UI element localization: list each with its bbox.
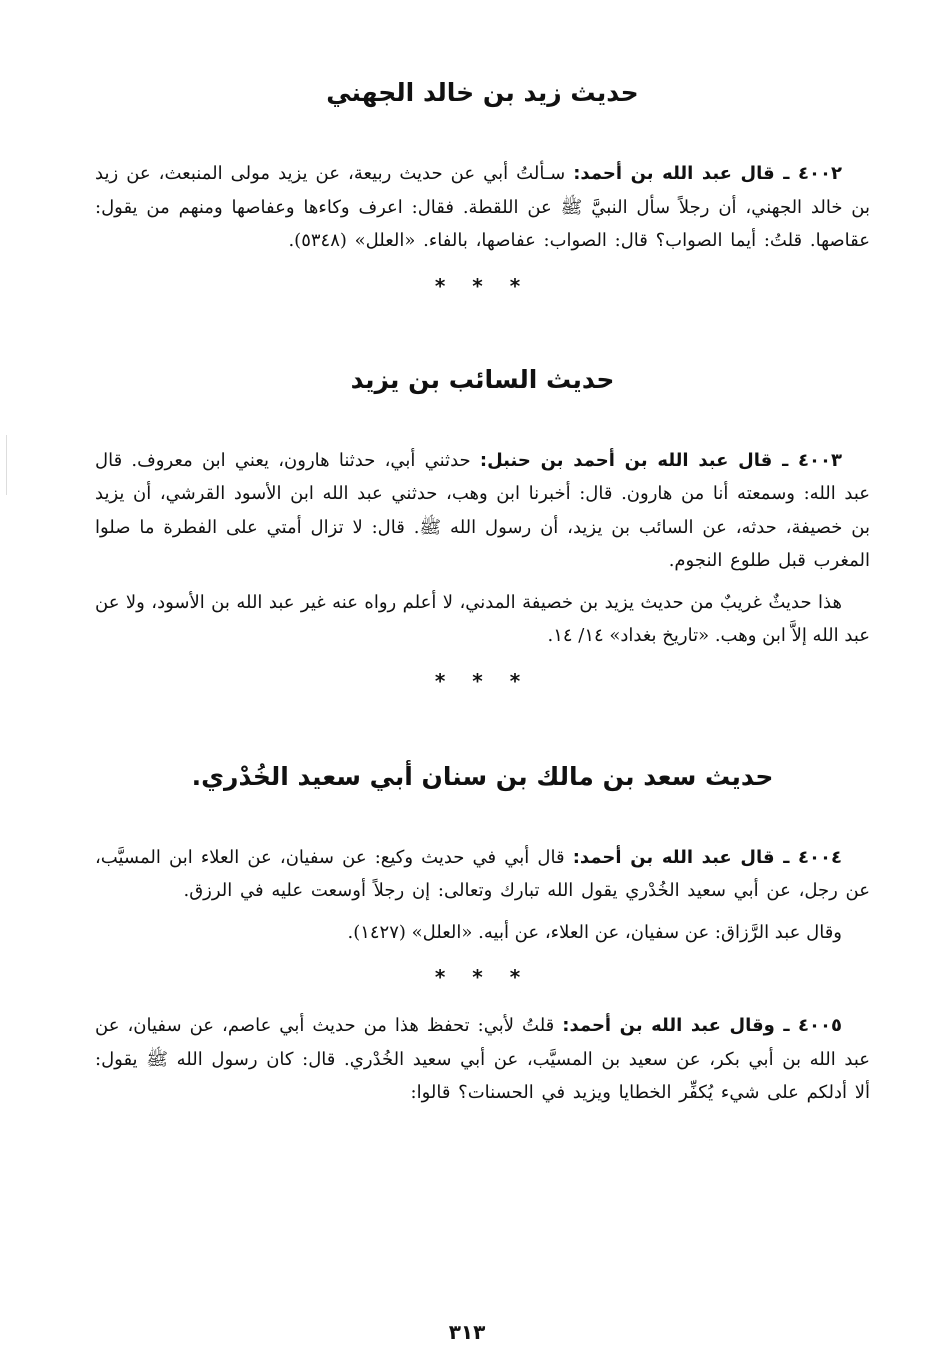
hadith-4004-lead: ٤٠٠٤ ـ قال عبد الله بن أحمد: — [572, 846, 842, 868]
hadith-4002-text: سـألتُ أبي عن حديث ربيعة، عن يزيد مولى المنبعث، عن زيد بن خالد الجهني، أن رجلاً سأل النبيَّ ﷺ عن اللقطة. فقال: اعرف وكاءها وعفاصها ومنهم من يقول: عقاصها. قلتُ: أيما الصواب؟ قال: الصواب: عفاصها، بالفاء. «العلل» (٥٣٤٨). — [95, 163, 870, 251]
margin-mark — [6, 435, 7, 495]
page-body — [95, 55, 870, 1110]
hadith-4003-commentary: هذا حديثٌ غريبٌ من حديث يزيد بن خصيفة المدني، لا أعلم رواه عنه غير عبد الله بن الأسود، ولا عن عبد الله إلاَّ ابن وهب. «تاريخ بغداد» ١٤/ ١٤. — [95, 591, 870, 646]
hadith-4004-commentary: وقال عبد الرَّزاق: عن سفيان، عن العلاء، عن أبيه. «العلل» (١٤٢٧). — [347, 921, 842, 943]
hadith-4003-lead: ٤٠٠٣ ـ قال عبد الله بن أحمد بن حنبل: — [479, 449, 842, 471]
hadith-4004 — [95, 841, 870, 908]
hadith-4004-text: قال أبي في حديث وكيع: عن سفيان، عن العلاء ابن المسيَّب، عن رجل، عن أبي سعيد الخُدْري يقول الله تبارك وتعالى: إن رجلاً أوسعت عليه في الرزق. — [95, 846, 870, 901]
section-heading-zayd: حديث زيد بن خالد الجهني — [326, 78, 639, 107]
separator-2: * * * — [434, 668, 531, 693]
hadith-4003 — [95, 444, 870, 578]
separator-1: * * * — [434, 273, 531, 298]
section-heading-saib: حديث السائب بن يزيد — [350, 364, 615, 394]
separator-3: * * * — [434, 965, 531, 989]
page-number: ٣١٣ — [448, 1320, 486, 1344]
hadith-4002-lead: ٤٠٠٢ ـ قال عبد الله بن أحمد: — [573, 163, 842, 184]
hadith-4005-text: قلتُ لأبي: تحفظ هذا من حديث أبي عاصم، عن سفيان، عن عبد الله بن أبي بكر، عن سعيد بن المسيَّب، عن أبي سعيد الخُدْري. قال: كان رسول الله ﷺ يقول: ألا أدلكم على شيء يُكفِّر الخطايا ويزيد في الحسنات؟ قالوا: — [95, 1015, 870, 1103]
hadith-4003-text: حدثني أبي، حدثنا هارون، يعني ابن معروف. قال عبد الله: وسمعته أنا من هارون. قال: أخبرنا ابن وهب، حدثني عبد الله ابن الأسود القرشي، أن يزيد بن خصيفة، حدثه، عن السائب بن يزيد، أن رسول الله ﷺ. قال: لا تزال أمتي على الفطرة ما صلوا المغرب قبل طلوع النجوم. — [95, 449, 870, 571]
hadith-4005 — [95, 1009, 870, 1110]
hadith-4005-lead: ٤٠٠٥ ـ وقال عبد الله بن أحمد: — [562, 1015, 842, 1036]
hadith-4002 — [95, 157, 870, 258]
section-heading-abu-said: حديث سعد بن مالك بن سنان أبي سعيد الخُدْري. — [191, 761, 774, 791]
